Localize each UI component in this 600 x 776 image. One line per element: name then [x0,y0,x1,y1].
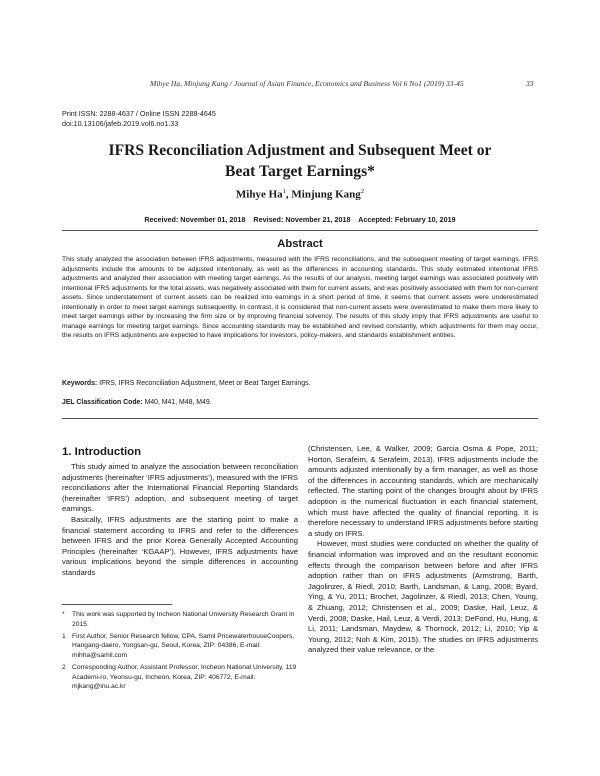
title-line-1: IFRS Reconciliation Adjustment and Subsequent Meet or [108,142,492,159]
footnote-text: Corresponding Author, Assistant Professor, Incheon National University, 119 Academi-ro, Yeonsu-gu, Incheon, Korea, ZIP: 406772, E-mail: mjkang@inu.ac.kr [72,663,297,691]
author-affiliation-mark: 2 [360,188,365,195]
keywords-line [62,380,538,387]
jel-codes: M40, M41, M48, M49. [142,399,212,406]
footnote [62,632,298,661]
footnote-mark: 1 [62,632,66,640]
divider-bottom [62,418,538,419]
submission-dates: Received: November 01, 2018 Revised: November 21, 2018 Accepted: February 10, 2019 [144,215,456,224]
page-number: 33 [526,79,534,88]
footnote [62,663,298,692]
footnote-text: This work was supported by Incheon National University Research Grant in 2015. [72,611,295,628]
paragraph: (Christensen, Lee, & Walker, 2009; Garcia Osma & Pope, 2011; Horton, Serafeim, & Serafeim, 2013). IFRS adjustments include the amounts adjusted intentionally by a firm manager, as well as those of the differences in accounting standards, which are mechanically reflected. The starting point of the changes brought about by IFRS adoption is the numerical fluctuation in each financial statement, which must have affected the quality of financial reporting. It is therefore necessary to understand IFRS adjustments before starting a study on IFRS. [308,444,538,538]
footnote-text: First Author, Senior Research fellow, CPA, Samil PricewaterhouseCoopers, Hangang-daero, Yongsan-gu, Seoul, Korea, ZIP: 04386, E-mail: mihha@samil.com [72,632,295,659]
section-heading: 1. Introduction [62,446,142,458]
divider-top [62,230,538,231]
jel-line [62,399,538,406]
doi-line[interactable]: doi:10.13106/jafeb.2019.vol6.no1.33 [62,118,179,128]
author-name: Mihye Ha [235,188,283,201]
jel-label: JEL Classification Code: [62,399,143,406]
footnote-mark: * [62,611,65,618]
abstract-heading: Abstract [277,238,323,250]
footnotes [62,610,298,694]
issn-line: Print ISSN: 2288-4637 / Online ISSN 2288-4645 [62,109,216,118]
paragraph: This study aimed to analyze the association between reconciliation adjustments (hereinafter ‘IFRS adjustments’), measured with the IFRS reconciliations after the International Financial Reporting Standards (hereinafter ‘IFRS’) adoption, and subsequent meeting of target earnings. [62,462,298,514]
running-head: Mihye Ha, Minjung Kang / Journal of Asian Finance, Economics and Business Vol 6 No1 (2019) 33-45 [150,79,464,88]
footnote-mark: 2 [62,663,66,671]
keywords-label: Keywords: [62,380,98,387]
issn-block [62,109,216,128]
title-line-2: Beat Target Earnings* [225,163,375,180]
abstract-body: This study analyzed the association between IFRS adjustments, measured with the IFRS reconciliations, and the subsequent meeting of target earnings. IFRS adjustments include the amounts to be adjusted intentionally, as well as the differences in accounting standards. This study estimated intentional IFRS adjustments and analyzed their association with meeting target earnings. As the results of our analysis, meeting target earnings was associated positively with intentional IFRS adjustments for the total assets, was negatively associated with them for current assets, and was positively associated with them for non-current assets. Since understatement of current assets can be realized into earnings in a short period of time, it seems that current assets were underestimated intentionally in order to meet target earnings subsequently. In contrast, it is considered that non-current assets were overestimated to make them more likely to meet target earnings either by increasing the firm size or by improving financial solvency. The results of this study imply that IFRS adjustments are useful to manage earnings for meeting target earnings. Since accounting standards may be established and revised constantly, which adjustments for them may occur, the results on IFRS adjustments are expected to have implications for investors, policy-makers, and standards establishment entities. [62,256,538,339]
right-column [308,444,538,656]
left-column [62,462,298,579]
paper-title [80,140,520,182]
keywords-text: IFRS, IFRS Reconciliation Adjustment, Meet or Beat Target Earnings. [97,380,311,387]
paragraph: However, most studies were conducted on whether the quality of financial information was improved and on the resultant economic effects through the comparison between before and after IFRS adoption rather than on IFRS adjustments (Armstrong, Barth, Jagolinzer, & Riedl, 2010; Barth, Landsman, & Lang, 2008; Byard, Ying, & Yu, 2011; Brochet, Jagolinzer, & Riedl, 2013; Chen, Young, & Zhuang, 2012; Christensen et al., 2009; Daske, Hail, Leuz, & Verdi, 2008; Daske, Hail, Leuz, & Verdi, 2013; DeFond, Hu, Hung, & Li, 2011; Landsman, Maydew, & Thornock, 2012; Li, 2010; Yip & Young, 2012; Noh & Kim, 2015). The studies on IFRS adjustments analyzed their value relevance, or the [308,539,538,655]
author-separator: , [285,188,292,201]
author-list [80,188,520,201]
author-name: Minjung Kang [291,188,361,201]
paragraph: Basically, IFRS adjustments are the starting point to make a financial statement according to IFRS and refer to the differences between IFRS and the prior Korea Generally Accepted Accounting Principles (hereinafter ‘KGAAP’). However, IFRS adjustments have various implications beyond the simple differences in accounting standards [62,514,298,577]
footnote-divider [62,604,172,605]
footnote [62,610,298,629]
author-affiliation-mark: 1 [282,188,286,195]
